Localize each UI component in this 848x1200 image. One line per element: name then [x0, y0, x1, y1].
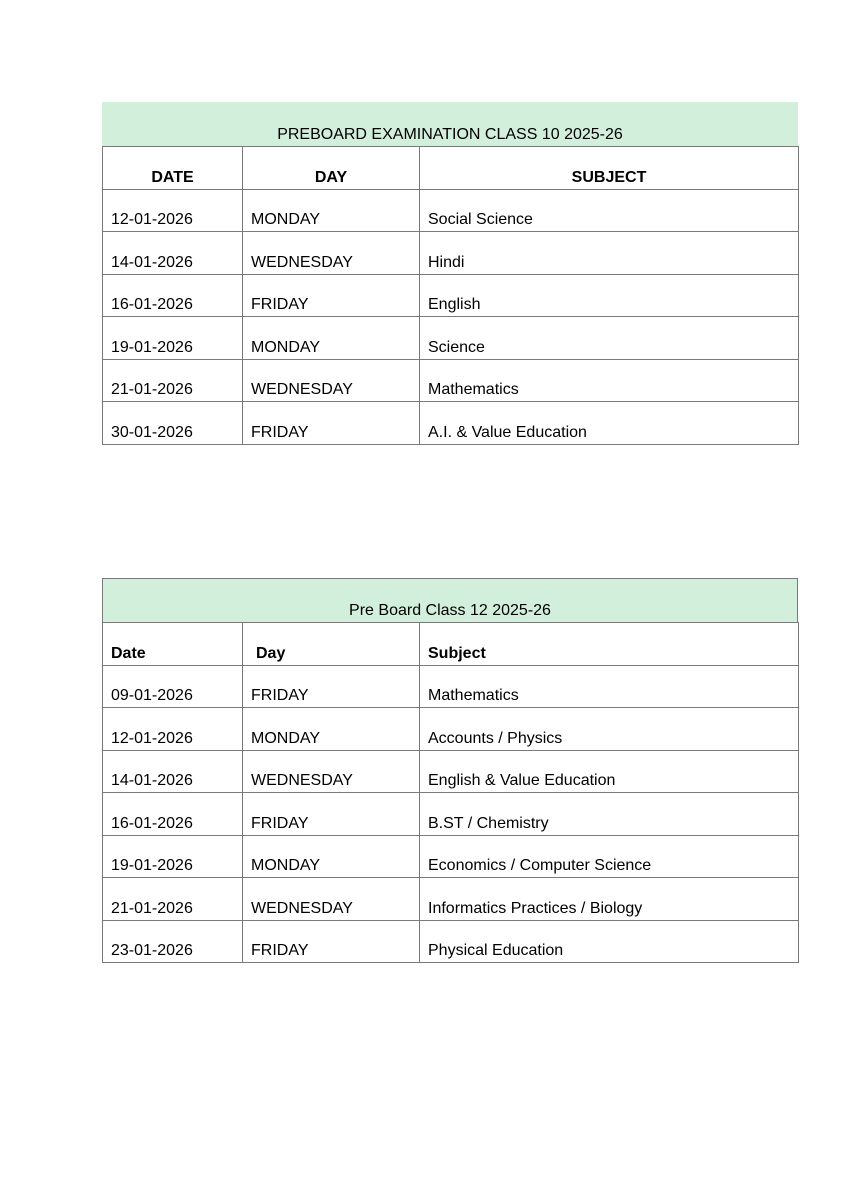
class12-title-band	[102, 578, 798, 622]
cell-subject: Mathematics	[420, 359, 799, 402]
cell-subject: Economics / Computer Science	[420, 835, 799, 878]
header-subject: Subject	[420, 623, 799, 666]
class10-schedule	[102, 146, 799, 445]
cell-day: MONDAY	[243, 708, 420, 751]
cell-subject: English & Value Education	[420, 750, 799, 793]
cell-day: FRIDAY	[243, 274, 420, 317]
cell-date: 09-01-2026	[103, 665, 243, 708]
cell-day: FRIDAY	[243, 793, 420, 836]
table-row	[103, 750, 799, 793]
cell-date: 12-01-2026	[103, 708, 243, 751]
cell-day: FRIDAY	[243, 402, 420, 445]
header-date: DATE	[103, 147, 243, 190]
cell-date: 30-01-2026	[103, 402, 243, 445]
cell-day: MONDAY	[243, 189, 420, 232]
cell-date: 19-01-2026	[103, 317, 243, 360]
cell-subject: B.ST / Chemistry	[420, 793, 799, 836]
table-row	[103, 402, 799, 445]
cell-subject: Informatics Practices / Biology	[420, 878, 799, 921]
table-header-row	[103, 147, 799, 190]
cell-subject: English	[420, 274, 799, 317]
cell-day: WEDNESDAY	[243, 232, 420, 275]
cell-subject: Physical Education	[420, 920, 799, 963]
class10-title-band	[102, 102, 798, 146]
cell-date: 16-01-2026	[103, 793, 243, 836]
table-row	[103, 232, 799, 275]
cell-day: WEDNESDAY	[243, 359, 420, 402]
cell-day: MONDAY	[243, 835, 420, 878]
cell-date: 21-01-2026	[103, 878, 243, 921]
cell-date: 19-01-2026	[103, 835, 243, 878]
cell-subject: Mathematics	[420, 665, 799, 708]
table-header-row	[103, 623, 799, 666]
class10-title: PREBOARD EXAMINATION CLASS 10 2025-26	[277, 126, 623, 143]
class10-exam-table	[102, 102, 798, 445]
table-row	[103, 274, 799, 317]
cell-subject: Science	[420, 317, 799, 360]
class12-title: Pre Board Class 12 2025-26	[349, 602, 551, 619]
cell-subject: Social Science	[420, 189, 799, 232]
table-row	[103, 920, 799, 963]
table-row	[103, 708, 799, 751]
header-date: Date	[103, 623, 243, 666]
table-row	[103, 878, 799, 921]
table-row	[103, 665, 799, 708]
cell-date: 21-01-2026	[103, 359, 243, 402]
cell-date: 14-01-2026	[103, 750, 243, 793]
cell-date: 12-01-2026	[103, 189, 243, 232]
class12-schedule	[102, 622, 799, 963]
table-row	[103, 189, 799, 232]
cell-day: FRIDAY	[243, 665, 420, 708]
header-day: Day	[243, 623, 420, 666]
cell-subject: Hindi	[420, 232, 799, 275]
cell-day: WEDNESDAY	[243, 878, 420, 921]
cell-day: WEDNESDAY	[243, 750, 420, 793]
class12-exam-table	[102, 578, 798, 963]
cell-day: MONDAY	[243, 317, 420, 360]
table-row	[103, 317, 799, 360]
cell-date: 23-01-2026	[103, 920, 243, 963]
table-row	[103, 359, 799, 402]
header-subject: SUBJECT	[420, 147, 799, 190]
header-day: DAY	[243, 147, 420, 190]
table-row	[103, 835, 799, 878]
table-row	[103, 793, 799, 836]
cell-subject: Accounts / Physics	[420, 708, 799, 751]
cell-date: 14-01-2026	[103, 232, 243, 275]
cell-day: FRIDAY	[243, 920, 420, 963]
cell-subject: A.I. & Value Education	[420, 402, 799, 445]
cell-date: 16-01-2026	[103, 274, 243, 317]
